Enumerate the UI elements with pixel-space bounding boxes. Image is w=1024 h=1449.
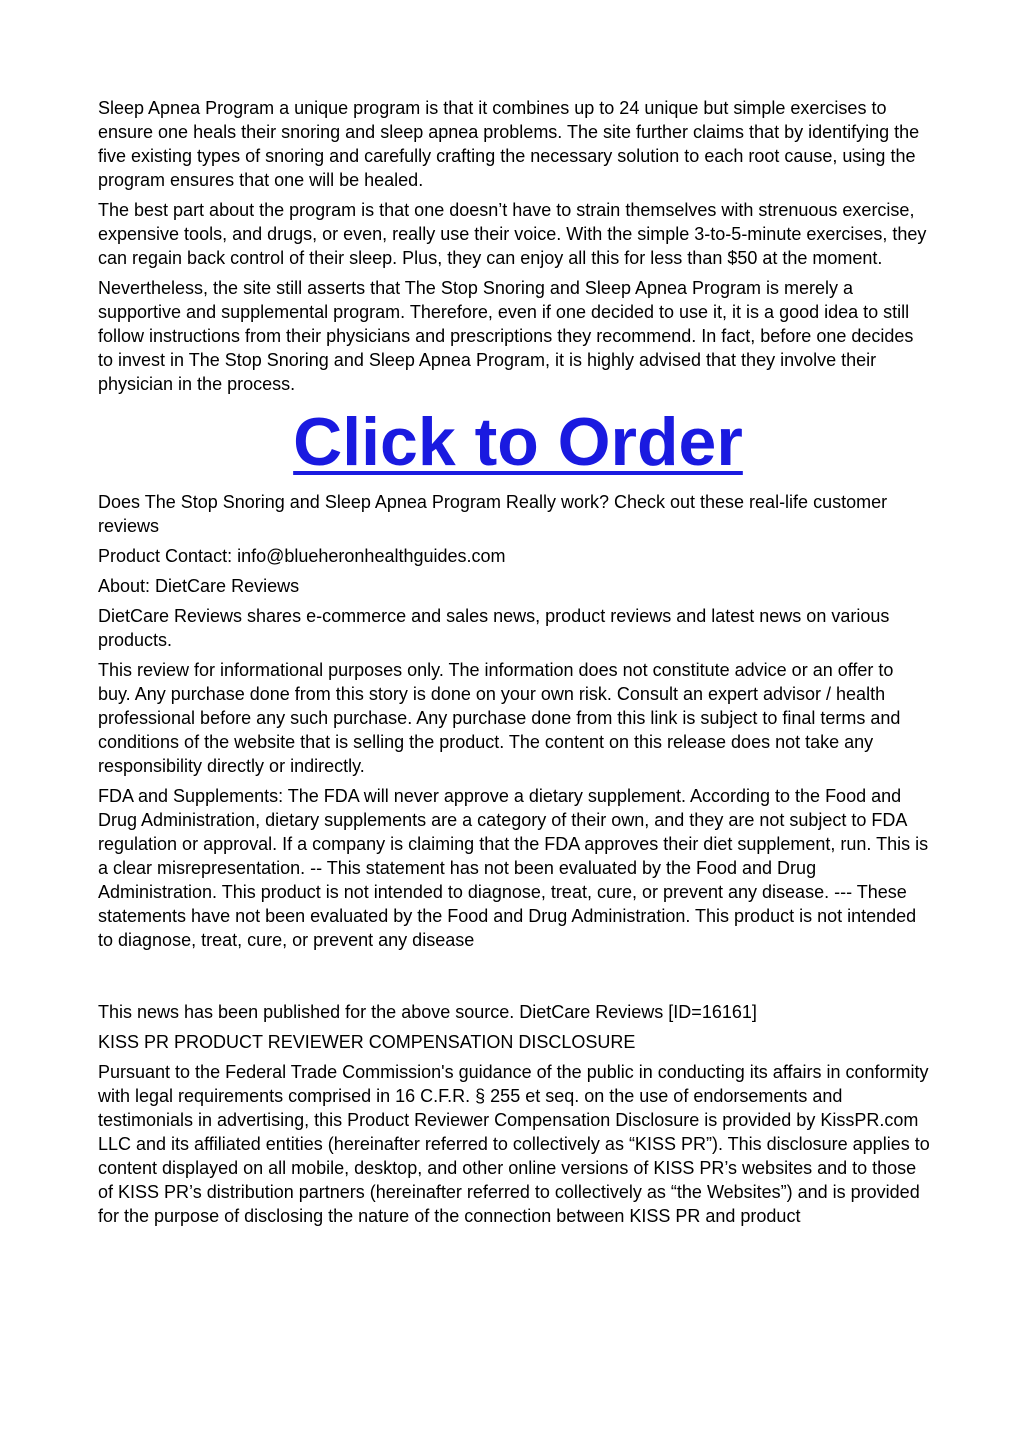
paragraph-informational-disclaimer: This review for informational purposes only. The information does not constitute advice or an offer to buy. Any purchase done from this story is done on your own risk. Consult an expert advisor / health professional before any such purchase. Any purchase done from this link is subject to final terms and conditions of the website that is selling the product. The content on this release does not take any responsibility directly or indirectly. bbox=[98, 660, 901, 776]
section-spacer bbox=[98, 958, 930, 1000]
disclosure-heading: KISS PR PRODUCT REVIEWER COMPENSATION DISCLOSURE bbox=[98, 1032, 636, 1052]
paragraph-about-description: DietCare Reviews shares e-commerce and sales news, product reviews and latest news on various products. bbox=[98, 606, 890, 650]
order-link-wrapper bbox=[98, 404, 930, 480]
paragraph-fda-supplements: FDA and Supplements: The FDA will never approve a dietary supplement. According to the Food and Drug Administration, dietary supplements are a category of their own, and they are not subject to FDA regulation or approval. If a company is claiming that the FDA approves their diet supplement, run. This is a clear misrepresentation. -- This statement has not been evaluated by the Food and Drug Administration. This product is not intended to diagnose, treat, cure, or prevent any disease. --- These statements have not been evaluated by the Food and Drug Administration. This product is not intended to diagnose, treat, cure, or prevent any disease bbox=[98, 786, 929, 950]
paragraph-program-intro: Sleep Apnea Program a unique program is that it combines up to 24 unique but simple exercises to ensure one heals their snoring and sleep apnea problems. The site further claims that by identifying the five existing types of snoring and carefully crafting the necessary solution to each root cause, using the program ensures that one will be healed. bbox=[98, 98, 920, 190]
paragraph-publication-source: This news has been published for the above source. DietCare Reviews [ID=16161] bbox=[98, 1002, 757, 1022]
click-to-order-link[interactable]: Click to Order bbox=[293, 404, 743, 480]
paragraph-compensation-disclosure: Pursuant to the Federal Trade Commission's guidance of the public in conducting its affairs in conformity with legal requirements comprised in 16 C.F.R. § 255 et seq. on the use of endorsements and testimonials in advertising, this Product Reviewer Compensation Disclosure is provided by KissPR.com LLC and its affiliated entities (hereinafter referred to collectively as “KISS PR”). This disclosure applies to content displayed on all mobile, desktop, and other online versions of KISS PR’s websites and to those of KISS PR’s distribution partners (hereinafter referred to collectively as “the Websites”) and is provided for the purpose of disclosing the nature of the connection between KISS PR and product bbox=[98, 1062, 930, 1226]
document-page bbox=[98, 96, 930, 1234]
paragraph-program-disclaimer: Nevertheless, the site still asserts that The Stop Snoring and Sleep Apnea Program is merely a supportive and supplemental program. Therefore, even if one decided to use it, it is a good idea to still follow instructions from their physicians and prescriptions they recommend. In fact, before one decides to invest in The Stop Snoring and Sleep Apnea Program, it is highly advised that they involve their physician in the process. bbox=[98, 278, 914, 394]
paragraph-about: About: DietCare Reviews bbox=[98, 576, 300, 596]
paragraph-product-contact: Product Contact: info@blueheronhealthguides.com bbox=[98, 546, 506, 566]
paragraph-reviews-question: Does The Stop Snoring and Sleep Apnea Program Really work? Check out these real-life customer reviews bbox=[98, 492, 888, 536]
paragraph-program-benefits: The best part about the program is that one doesn’t have to strain themselves with strenuous exercise, expensive tools, and drugs, or even, really use their voice. With the simple 3-to-5-minute exercises, they can regain back control of their sleep. Plus, they can enjoy all this for less than $50 at the moment. bbox=[98, 200, 927, 268]
